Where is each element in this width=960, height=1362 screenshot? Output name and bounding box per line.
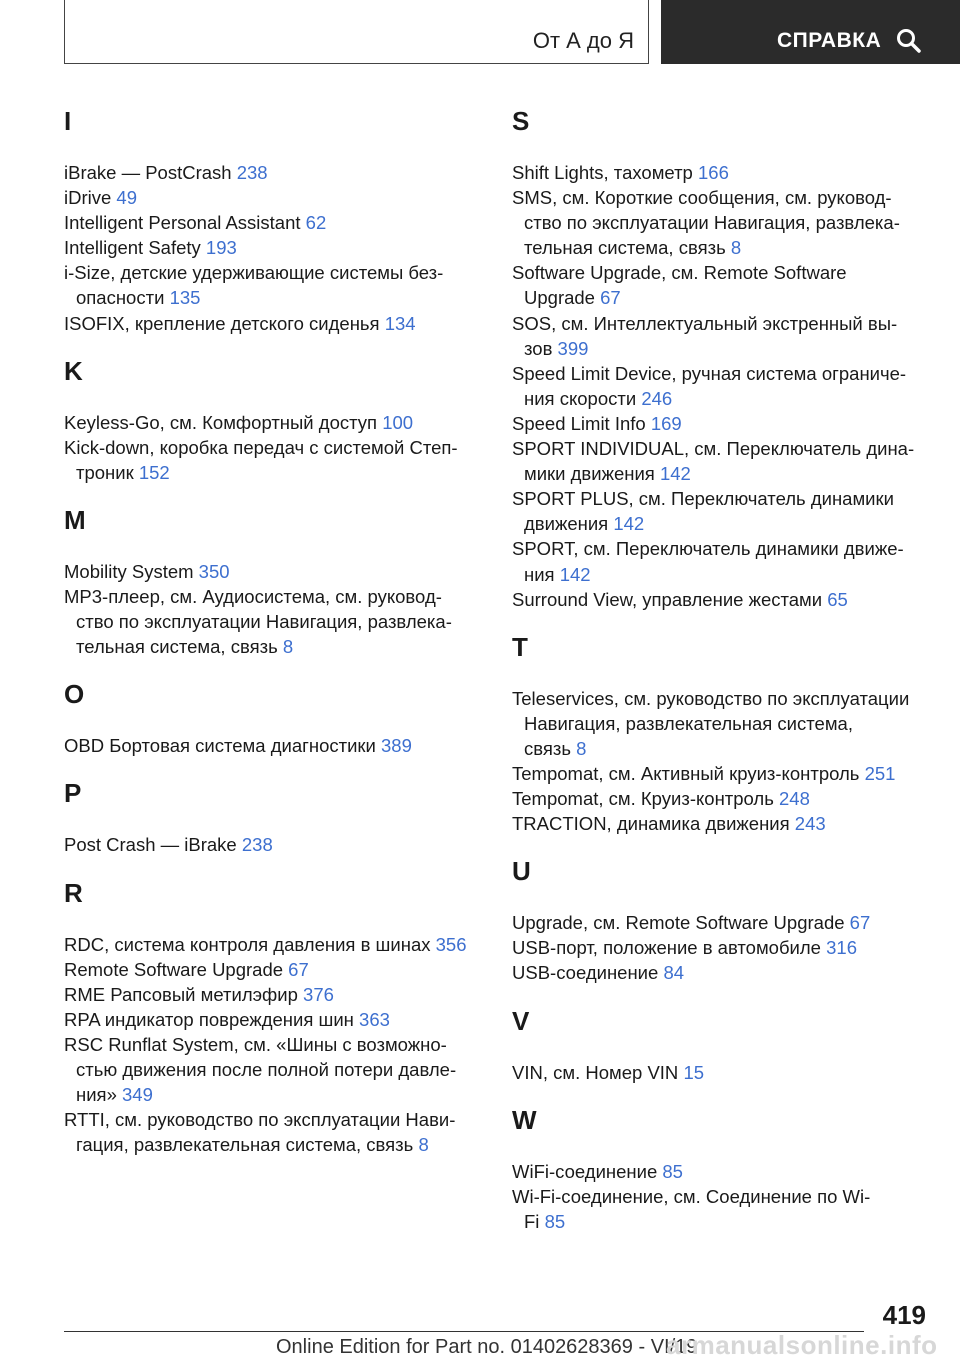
section-tab-label: От А до Я bbox=[532, 28, 634, 53]
page-link[interactable]: 142 bbox=[613, 513, 645, 535]
index-entry bbox=[64, 260, 484, 310]
page-link[interactable]: 15 bbox=[683, 1061, 705, 1083]
page-link[interactable]: 67 bbox=[288, 958, 309, 980]
index-entry bbox=[512, 811, 932, 836]
search-icon bbox=[896, 28, 922, 54]
page-link[interactable]: 85 bbox=[662, 1160, 683, 1182]
index-entry-text: RSC Runflat System, см. «Шины с возможно- стью движения после полной потери давле- ния» bbox=[64, 1033, 457, 1106]
page-link[interactable]: 389 bbox=[381, 735, 412, 757]
page-link[interactable]: 85 bbox=[544, 1210, 566, 1232]
index-entry bbox=[512, 761, 932, 786]
index-entry-text: Teleservices, см. руководство по эксплуатации Навигация, развлекательная система, связь bbox=[512, 687, 910, 759]
index-entry-text: Speed Limit Device, ручная система ограниче- ния скорости bbox=[512, 362, 907, 409]
page-link[interactable]: 248 bbox=[779, 788, 810, 810]
page-link[interactable]: 134 bbox=[384, 312, 416, 334]
page-link[interactable]: 8 bbox=[730, 237, 742, 259]
page-link[interactable]: 142 bbox=[659, 463, 691, 485]
page-link[interactable]: 8 bbox=[418, 1134, 429, 1156]
index-section bbox=[64, 675, 484, 758]
index-entry-text: Shift Lights, тахометр bbox=[512, 162, 693, 183]
index-entry bbox=[64, 1107, 484, 1157]
index-entry-text: Upgrade, см. Remote Software Upgrade bbox=[512, 912, 845, 934]
page-link[interactable]: 67 bbox=[849, 912, 871, 934]
page-number: 419 bbox=[882, 1300, 926, 1330]
section-letter: R bbox=[64, 877, 83, 908]
page-link[interactable]: 8 bbox=[282, 636, 294, 658]
page-link[interactable]: 49 bbox=[116, 187, 137, 209]
page-link[interactable]: 169 bbox=[650, 412, 682, 434]
index-entry bbox=[512, 1060, 932, 1085]
page-link[interactable]: 84 bbox=[663, 962, 685, 984]
page-link[interactable]: 246 bbox=[641, 387, 673, 409]
help-tab[interactable] bbox=[661, 0, 960, 64]
index-entry bbox=[512, 436, 932, 486]
index-entry-text: RTTI, см. руководство по эксплуатации Нави- гация, развлекательная система, связь bbox=[64, 1109, 456, 1156]
index-entry-text: Tempomat, см. Активный круиз-контроль bbox=[512, 762, 860, 784]
index-entry-text: ISOFIX, крепление детского сиденья bbox=[64, 312, 380, 334]
page-link[interactable]: 349 bbox=[122, 1084, 153, 1106]
index-entry-text: RPA индикатор повреждения шин bbox=[64, 1008, 354, 1030]
page-link[interactable]: 350 bbox=[198, 560, 230, 582]
page-link[interactable]: 399 bbox=[557, 337, 589, 359]
index-entry bbox=[64, 160, 484, 185]
index-entry bbox=[512, 587, 932, 612]
index-column-left bbox=[64, 100, 484, 1173]
section-letter: W bbox=[512, 1104, 537, 1135]
index-entry-text: Tempomat, см. Круиз-контроль bbox=[512, 788, 774, 810]
section-tab-a-to-z[interactable] bbox=[64, 0, 649, 64]
index-entry bbox=[64, 1032, 484, 1107]
index-entry-text: TRACTION, динамика движения bbox=[512, 813, 790, 835]
page-link[interactable]: 251 bbox=[864, 762, 896, 784]
index-entry bbox=[512, 260, 932, 310]
index-entry-text: iDrive bbox=[64, 187, 112, 209]
index-entry bbox=[512, 960, 932, 985]
page-link[interactable]: 356 bbox=[435, 933, 467, 955]
index-entry bbox=[64, 559, 484, 584]
section-letter: S bbox=[512, 106, 530, 136]
section-letter: T bbox=[512, 631, 528, 662]
page-link[interactable]: 243 bbox=[794, 813, 826, 835]
index-section bbox=[64, 102, 484, 336]
page-link[interactable]: 8 bbox=[576, 737, 587, 759]
page-link[interactable]: 238 bbox=[241, 834, 273, 856]
section-letter: I bbox=[64, 106, 72, 136]
index-entry bbox=[64, 210, 484, 235]
index-entry bbox=[64, 584, 484, 659]
index-entry-text: Speed Limit Info bbox=[512, 412, 646, 434]
index-entry bbox=[512, 411, 932, 436]
index-entry bbox=[512, 160, 932, 185]
page-link[interactable]: 238 bbox=[236, 162, 268, 183]
index-entry-text: USB-порт, положение в автомобиле bbox=[512, 937, 821, 959]
watermark: armanualsonline.info bbox=[666, 1330, 938, 1360]
index-entry bbox=[512, 486, 932, 536]
index-entry-text: RME Рапсовый метилэфир bbox=[64, 983, 298, 1005]
index-entry-text: Intelligent Safety bbox=[64, 237, 201, 259]
index-entry bbox=[64, 311, 484, 336]
index-entry-text: Keyless-Go, см. Комфортный доступ bbox=[64, 411, 378, 433]
index-entry bbox=[512, 185, 932, 260]
index-section bbox=[512, 1002, 932, 1085]
help-tab-label: СПРАВКА bbox=[777, 29, 882, 52]
index-entry-text: iBrake — PostCrash bbox=[64, 162, 232, 183]
page-link[interactable]: 316 bbox=[826, 937, 857, 959]
index-section bbox=[512, 852, 932, 985]
index-section bbox=[64, 501, 484, 659]
index-entry-text: i-Size, детские удерживающие системы без- опасности bbox=[64, 262, 444, 309]
section-letter: P bbox=[64, 778, 82, 809]
index-entry-text: SPORT, см. Переключатель динамики движе- ния bbox=[512, 538, 904, 585]
index-entry bbox=[64, 235, 484, 260]
index-entry-text: RDC, система контроля давления в шинах bbox=[64, 933, 431, 955]
index-entry bbox=[64, 1007, 484, 1032]
index-entry bbox=[64, 982, 484, 1007]
page-link[interactable]: 67 bbox=[600, 287, 621, 309]
index-entry bbox=[512, 1184, 932, 1234]
index-entry bbox=[512, 786, 932, 811]
index-entry-text: Mobility System bbox=[64, 560, 194, 582]
index-entry-text: SMS, см. Короткие сообщения, см. руковод- ство по эксплуатации Навигация, развлека- тельная система, связь bbox=[512, 187, 900, 259]
page-link[interactable]: 193 bbox=[205, 237, 237, 259]
section-letter: M bbox=[64, 504, 86, 535]
index-entry-text: Kick-down, коробка передач с системой Степ- троник bbox=[64, 436, 458, 483]
index-entry bbox=[64, 957, 484, 982]
index-entry bbox=[512, 686, 932, 761]
page-link[interactable]: 135 bbox=[169, 287, 201, 309]
page-link[interactable]: 166 bbox=[698, 162, 729, 183]
page-link[interactable]: 142 bbox=[559, 563, 591, 585]
index-entry-text: MP3-плеер, см. Аудиосистема, см. руковод- ство по эксплуатации Навигация, развлека- тельная система, связь bbox=[64, 586, 452, 658]
index-section bbox=[512, 628, 932, 837]
page-link[interactable]: 65 bbox=[827, 588, 848, 610]
index-entry-text: SPORT PLUS, см. Переключатель динамики движения bbox=[512, 488, 894, 535]
index-entry-text: OBD Бортовая система диагностики bbox=[64, 735, 376, 757]
index-section bbox=[64, 874, 484, 1158]
index-entry bbox=[512, 1159, 932, 1184]
index-entry bbox=[64, 410, 484, 435]
index-entry bbox=[64, 832, 484, 857]
index-entry-text: Post Crash — iBrake bbox=[64, 834, 237, 856]
index-entry-text: SPORT INDIVIDUAL, см. Переключатель дина- мики движения bbox=[512, 438, 915, 485]
index-entry-text: Remote Software Upgrade bbox=[64, 958, 284, 980]
index-entry bbox=[64, 733, 484, 758]
index-entry-text: Intelligent Personal Assistant bbox=[64, 212, 301, 234]
index-entry bbox=[512, 311, 932, 361]
index-section bbox=[512, 102, 932, 612]
index-entry-text: WiFi-соединение bbox=[512, 1160, 658, 1182]
index-entry bbox=[512, 361, 932, 411]
index-entry bbox=[512, 536, 932, 586]
index-entry-text: Wi-Fi-соединение, см. Соединение по Wi- Fi bbox=[512, 1185, 871, 1232]
section-letter: O bbox=[64, 679, 85, 710]
index-entry-text: SOS, см. Интеллектуальный экстренный вы- зов bbox=[512, 312, 898, 359]
index-entry bbox=[64, 435, 484, 485]
index-section bbox=[512, 1101, 932, 1234]
index-column-right bbox=[512, 100, 932, 1250]
index-section bbox=[64, 774, 484, 857]
section-letter: K bbox=[64, 355, 83, 386]
index-entry bbox=[512, 935, 932, 960]
page-link[interactable]: 376 bbox=[303, 983, 334, 1005]
index-entry-text: VIN, см. Номер VIN bbox=[512, 1061, 679, 1083]
index-entry bbox=[512, 910, 932, 935]
index-entry bbox=[64, 185, 484, 210]
section-letter: V bbox=[512, 1005, 530, 1036]
section-letter: U bbox=[512, 856, 531, 887]
index-entry bbox=[64, 932, 484, 957]
index-entry-text: USB-соединение bbox=[512, 962, 659, 984]
page-link[interactable]: 363 bbox=[359, 1008, 390, 1030]
index-entry-text: Software Upgrade, см. Remote Software Upgrade bbox=[512, 262, 847, 309]
index-entry-text: Surround View, управление жестами bbox=[512, 588, 823, 610]
page-link[interactable]: 62 bbox=[305, 212, 327, 234]
page-link[interactable]: 152 bbox=[138, 461, 170, 483]
footer-edition: Online Edition for Part no. 01402628369 - VI/19 bbox=[276, 1336, 698, 1358]
page-link[interactable]: 100 bbox=[382, 411, 414, 433]
index-section bbox=[64, 352, 484, 485]
